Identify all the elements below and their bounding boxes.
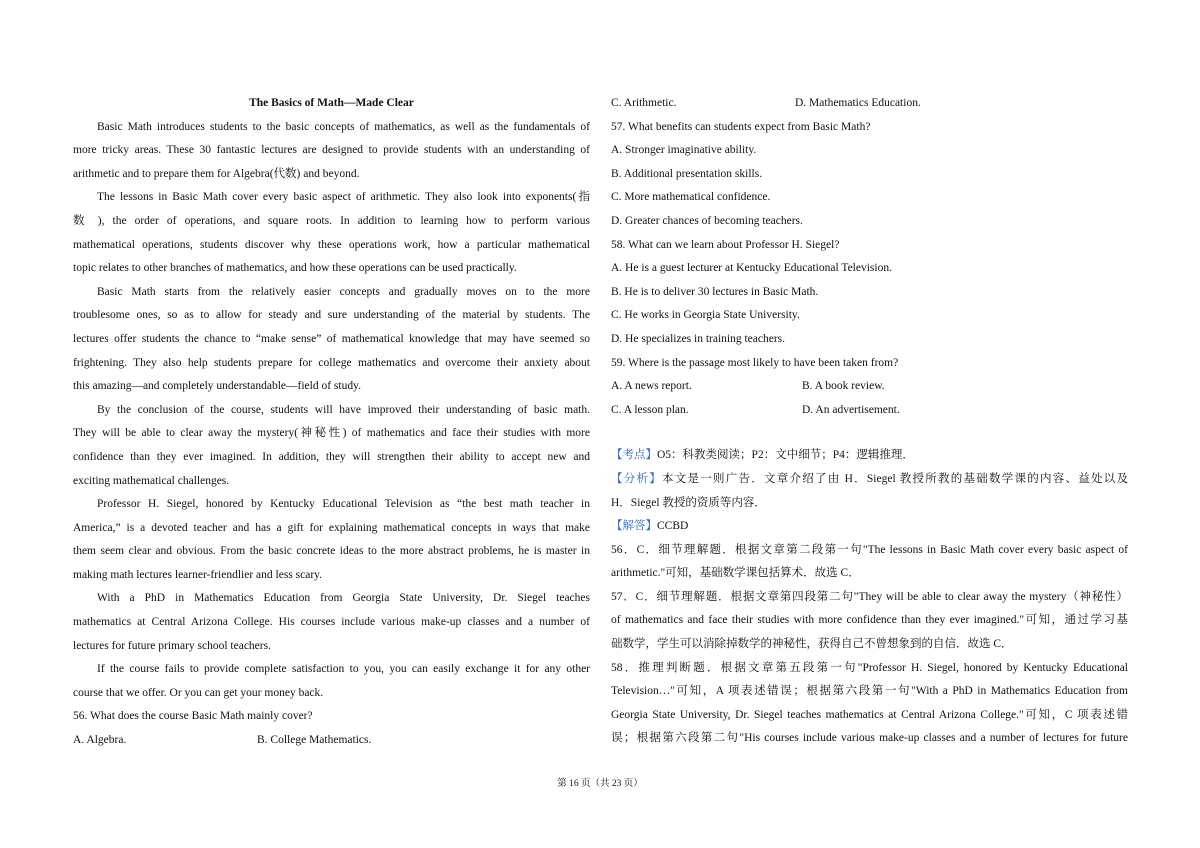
fenxi-tag: 【分析】: [611, 472, 662, 485]
option-d: D. He specializes in training teachers.: [611, 332, 786, 345]
para-line: They will be able to clear away the mystery(神秘性) of mathematics and face their studies with more: [73, 427, 590, 440]
question-59: 59. Where is the passage most likely to have been taken from?: [611, 356, 899, 369]
para-line: this amazing—and completely understandable—field of study.: [73, 380, 361, 393]
fenxi-row: [611, 468, 1128, 492]
explanation-line: 56．C．细节理解题．根据文章第二段第一句"The lessons in Basic Math cover every basic aspect of: [611, 543, 1128, 556]
page-footer: 第 16 页（共 23 页）: [557, 779, 643, 789]
option-a: A. Stronger imaginative ability.: [611, 144, 757, 157]
option-a: A. A news report.: [611, 380, 692, 393]
question-56: 56. What does the course Basic Math mainly cover?: [73, 710, 313, 723]
para-line: Professor H. Siegel, honored by Kentucky Educational Television as “the best math teacher in: [97, 498, 590, 511]
options-row: [611, 399, 1128, 423]
jieda-text: CCBD: [657, 520, 689, 533]
para-line: America,” is a devoted teacher and has a gift for explaining mathematical concepts in ways that make: [73, 521, 590, 534]
option-d: D. Mathematics Education.: [795, 97, 921, 109]
kaodian-row: [611, 444, 1128, 468]
left-column: [73, 92, 590, 753]
para-line: course that we offer. Or you can get your money back.: [73, 686, 324, 699]
article-title: The Basics of Math—Made Clear: [249, 97, 414, 109]
jieda-row: [611, 515, 1128, 539]
option-c: C. More mathematical confidence.: [611, 191, 771, 204]
para-line: Basic Math introduces students to the basic concepts of mathematics, as well as the fundamentals of: [97, 120, 590, 133]
options-row: [611, 375, 1128, 399]
jieda-tag: 【解答】: [611, 520, 657, 533]
explanation-line: of mathematics and face their studies with more confidence than they ever imagined."可知，通过学习基: [611, 614, 1128, 627]
option-c: C. He works in Georgia State University.: [611, 309, 800, 322]
explanation-line: Television…"可知，A 项表述错误；根据第六段第一句"With a PhD in Mathematics Education from: [611, 685, 1128, 698]
para-line: The lessons in Basic Math cover every basic aspect of arithmetic. They also look into exponents(指: [97, 191, 590, 204]
spacer: [611, 422, 1128, 444]
para-line: topic relates to other branches of mathematics, and how these operations can be used practically.: [73, 262, 517, 275]
kaodian-text: O5：科教类阅读；P2：文中细节；P4：逻辑推理．: [657, 449, 914, 462]
right-column: [611, 92, 1128, 751]
para-line: confidence than they ever imagined. In addition, they will strengthen their ability to accept new and: [73, 450, 590, 463]
option-b: B. A book review.: [802, 380, 885, 393]
para-line: exciting mathematical challenges.: [73, 474, 230, 487]
para-line: arithmetic and to prepare them for Algebra(代数) and beyond.: [73, 167, 360, 180]
option-c: C. Arithmetic.: [611, 97, 677, 109]
para-line: mathematical operations, students discover why these operations work, how a particular mathematical: [73, 238, 590, 251]
para-line: making math lectures learner-friendlier and less scary.: [73, 568, 323, 581]
para-line: them seem clear and obvious. From the basic concrete ideas to the more abstract problems, he is master in: [73, 545, 590, 558]
options-row: [611, 92, 1128, 116]
para-line: Basic Math starts from the relatively easier concepts and gradually moves on to the more: [97, 285, 590, 298]
option-d: D. An advertisement.: [802, 403, 900, 416]
para-line: troublesome ones, so as to allow for steady and sure understanding of the material by students. The: [73, 309, 590, 322]
para-line: 数 ), the order of operations, and square roots. In addition to learning how to perform various: [73, 214, 590, 227]
question-58: 58. What can we learn about Professor H. Siegel?: [611, 238, 840, 251]
options-row: [73, 729, 590, 753]
para-line: lectures for future primary school teachers.: [73, 639, 271, 652]
option-c: C. A lesson plan.: [611, 403, 689, 416]
explanation-line: Georgia State University, Dr. Siegel teaches mathematics at Central Arizona College."可知，C 项表述错: [611, 708, 1128, 721]
explanation-line: 础数学，学生可以消除掉数学的神秘性，获得自己不曾想象到的自信．故选 C．: [611, 638, 1013, 651]
para-line: By the conclusion of the course, students will have improved their understanding of basic math.: [97, 403, 590, 416]
fenxi-line: H．Siegel 教授的资质等内容．: [611, 496, 766, 509]
fenxi-text: 本文是一则广告．文章介绍了由 H．Siegel 教授所教的基础数学课的内容、益处以及: [662, 472, 1128, 485]
option-d: D. Greater chances of becoming teachers.: [611, 214, 803, 227]
kaodian-tag: 【考点】: [611, 449, 657, 462]
option-b: B. He is to deliver 30 lectures in Basic Math.: [611, 285, 819, 298]
para-line: If the course fails to provide complete satisfaction to you, you can easily exchange it for any other: [97, 663, 590, 676]
para-line: mathematics at Central Arizona College. His courses include various make-up classes and a number of: [73, 616, 590, 629]
para-line: lectures offer students the chance to “make sense” of mathematical knowledge that may have seemed so: [73, 332, 590, 345]
option-b: B. College Mathematics.: [257, 734, 372, 747]
explanation-line: arithmetic."可知，基础数学课包括算术．故选 C．: [611, 567, 860, 580]
question-57: 57. What benefits can students expect from Basic Math?: [611, 120, 871, 133]
para-line: more tricky areas. These 30 fantastic lectures are designed to provide students with an understanding of: [73, 144, 590, 157]
option-b: B. Additional presentation skills.: [611, 167, 763, 180]
option-a: A. He is a guest lecturer at Kentucky Educational Television.: [611, 262, 892, 275]
explanation-line: 57．C．细节理解题．根据文章第四段第二句"They will be able to clear away the mystery（神秘性）: [611, 590, 1128, 603]
para-line: frightening. They also help students prepare for college mathematics and overcome their anxiety about: [73, 356, 590, 369]
explanation-line: 误；根据第六段第二句"His courses include various make-up classes and a number of lectures for future: [611, 732, 1128, 745]
para-line: With a PhD in Mathematics Education from Georgia State University, Dr. Siegel teaches: [97, 592, 590, 605]
option-a: A. Algebra.: [73, 734, 127, 747]
explanation-line: 58．推理判断题．根据文章第五段第一句"Professor H. Siegel, honored by Kentucky Educational: [611, 661, 1128, 674]
